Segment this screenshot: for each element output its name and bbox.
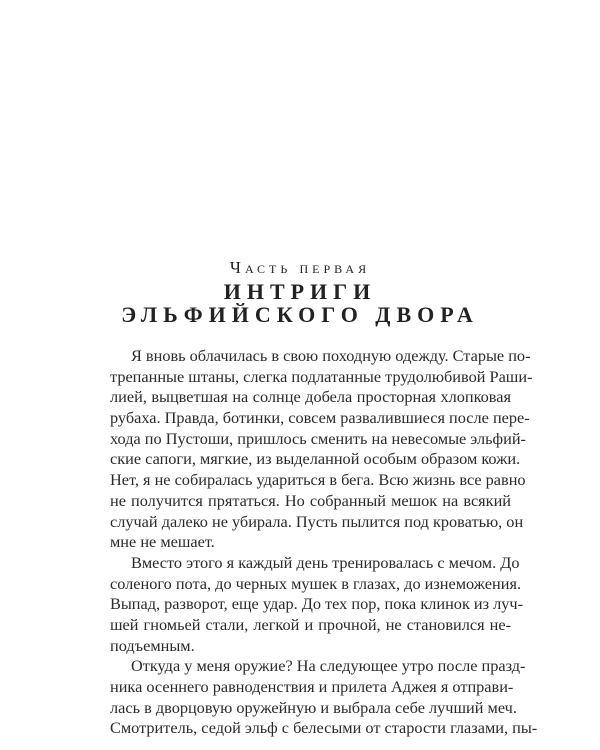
text-line: хода по Пустоши, пришлось сменить на невесомые эльфий- <box>110 428 526 448</box>
part-label: Часть первая <box>229 258 371 277</box>
text-line: лией, выцветшая на солнце добела просторная хлопковая <box>110 387 511 407</box>
text-line: ские сапоги, мягкие, из выделанной особым образом кожи. <box>110 449 521 469</box>
paragraph <box>110 656 538 739</box>
text-line: рубаха. Правда, ботинки, совсем развалившиеся после пере- <box>110 408 530 428</box>
text-line: Откуда у меня оружие? На следующее утро после празд- <box>131 656 526 676</box>
paragraph <box>110 346 533 553</box>
text-line: подъемным. <box>110 635 195 655</box>
text-line: случай далеко не убирала. Пусть пылится под кроватью, он <box>110 511 524 531</box>
chapter-title-line-2: ЭЛЬФИЙСКОГО ДВОРА <box>121 302 479 327</box>
text-line: не получится прятаться. Но собранный мешок на всякий <box>110 490 511 510</box>
chapter-title-line-1: ИНТРИГИ <box>223 279 377 304</box>
text-line: мне не мешает. <box>110 532 215 552</box>
text-line: трепанные штаны, слегка подлатанные трудолюбивой Раши- <box>110 366 533 386</box>
text-line: Вместо этого я каждый день тренировалась с мечом. До <box>131 552 520 572</box>
text-line: ника осеннего равноденствия и прилета Аджея я отправи- <box>110 677 514 696</box>
paragraph <box>110 552 524 656</box>
text-line: Я вновь облачилась в свою походную одежду. Старые по- <box>131 346 531 365</box>
body-text <box>110 346 538 739</box>
text-line: лась в дворцовую оружейную и выбрала себе лучший меч. <box>110 697 517 717</box>
text-line: Выпад, разворот, еще удар. До тех пор, пока клинок из луч- <box>110 594 524 614</box>
text-line: шей гномьей стали, легкой и прочной, не становился не- <box>110 614 511 634</box>
text-line: Смотритель, седой эльф с белесыми от старости глазами, пы- <box>110 718 538 738</box>
text-line: Нет, я не собиралась удариться в бега. Всю жизнь все равно <box>110 470 526 490</box>
text-line: соленого пота, до черных мушек в глазах, до изнеможения. <box>110 573 522 593</box>
